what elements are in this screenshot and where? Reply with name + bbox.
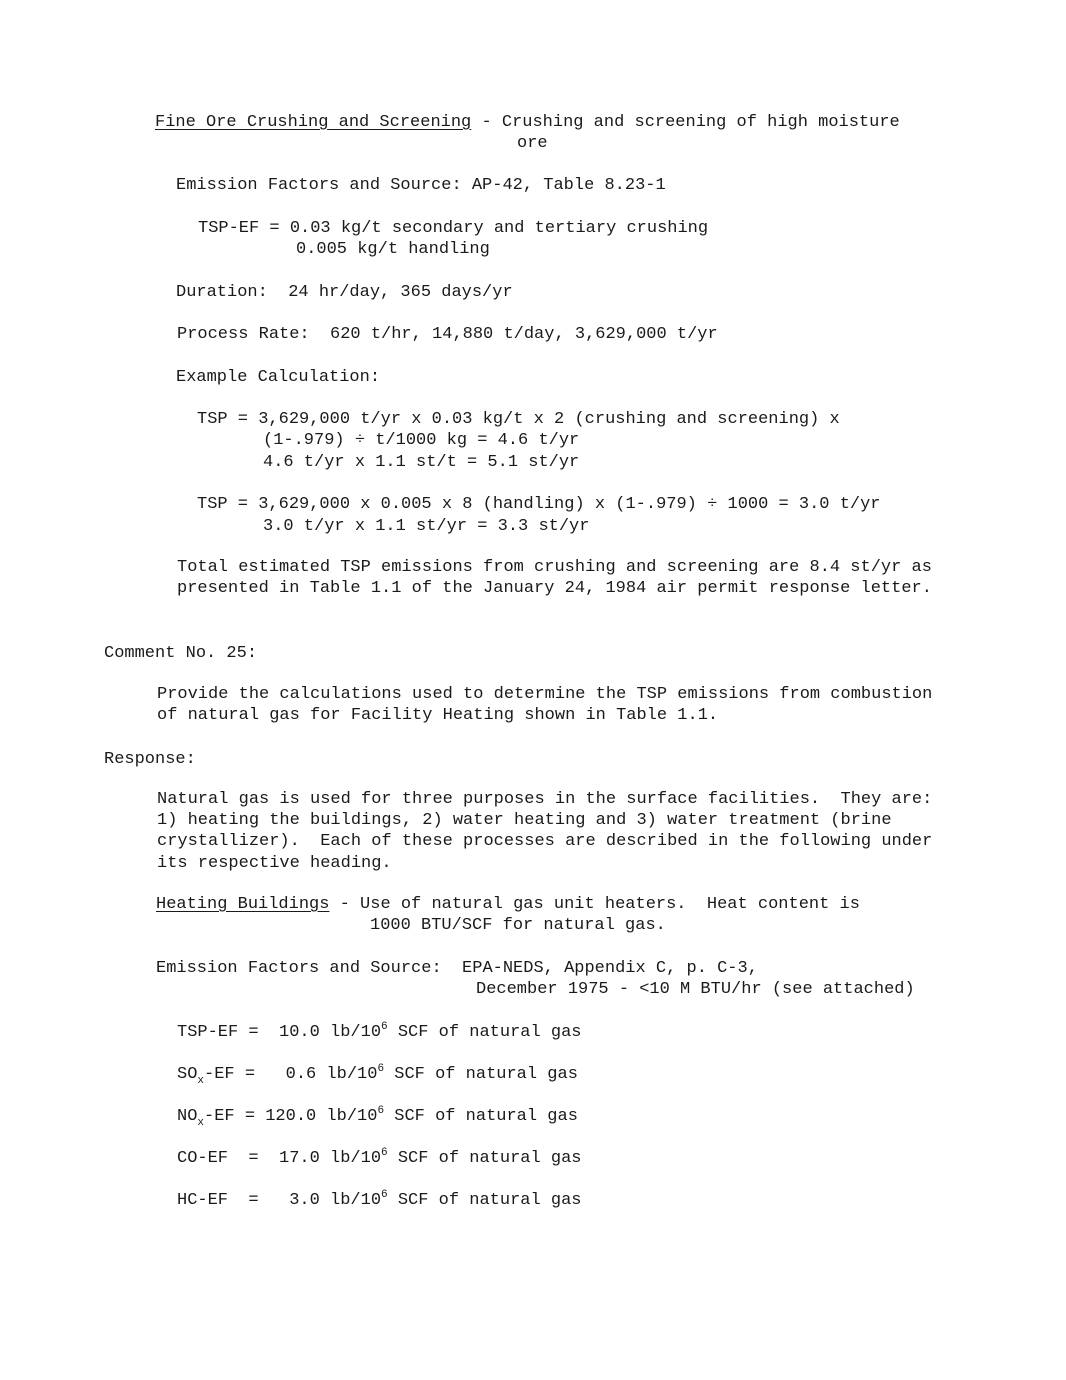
ef-row-tsp-post: SCF of natural gas: [387, 1023, 582, 1042]
ef-row-sox-post: SCF of natural gas: [384, 1065, 578, 1084]
fine-ore-heading-desc: - Crushing and screening of high moisture: [471, 113, 900, 132]
fine-ore-heading: Fine Ore Crushing and Screening: [155, 113, 472, 132]
ef-row-nox-subscript: x: [197, 1117, 205, 1129]
heating-heading: Heating Buildings: [156, 895, 330, 914]
heating-ef-source-cont: December 1975 - <10 M BTU/hr (see attached): [476, 980, 915, 999]
ef-row-tsp-exponent: 6: [381, 1021, 388, 1033]
calc1-line3: 4.6 t/yr x 1.1 st/t = 5.1 st/yr: [263, 453, 580, 472]
ef-row-tsp: [177, 1022, 582, 1043]
ef-row-hc-exponent: 6: [381, 1189, 388, 1201]
calc2-line2: 3.0 t/yr x 1.1 st/yr = 3.3 st/yr: [263, 517, 590, 536]
fine-ore-heading-line: [155, 112, 900, 133]
ef-row-hc: [177, 1190, 582, 1211]
heating-desc-cont: 1000 BTU/SCF for natural gas.: [370, 916, 666, 935]
response-p-line1: Natural gas is used for three purposes in the surface facilities. They are:: [157, 790, 933, 809]
heating-ef-source: Emission Factors and Source: EPA-NEDS, Appendix C, p. C-3,: [156, 959, 758, 978]
fine-ore-ef-source: Emission Factors and Source: AP-42, Table 8.23-1: [176, 176, 666, 195]
comment-text-line1: Provide the calculations used to determine the TSP emissions from combustion: [157, 685, 933, 704]
ef-row-nox-exponent: 6: [377, 1105, 385, 1117]
ef-row-co-exponent: 6: [381, 1147, 388, 1159]
response-p-line4: its respective heading.: [157, 854, 392, 873]
ef-row-sox-pre: -EF = 0.6 lb/10: [204, 1065, 378, 1084]
ef-row-nox: [177, 1106, 578, 1127]
heating-desc: - Use of natural gas unit heaters. Heat content is: [329, 895, 860, 914]
ef-row-sox-subscript: x: [197, 1075, 205, 1087]
fine-ore-heading-desc-cont: ore: [517, 134, 548, 153]
total-line1: Total estimated TSP emissions from crushing and screening are 8.4 st/yr as: [177, 558, 932, 577]
ef-row-co-pre: CO-EF = 17.0 lb/10: [177, 1149, 382, 1168]
response-p-line3: crystallizer). Each of these processes are described in the following under: [157, 832, 933, 851]
ef-row-sox-exponent: 6: [377, 1063, 385, 1075]
fine-ore-tsp-ef: TSP-EF = 0.03 kg/t secondary and tertiary crushing: [198, 219, 709, 238]
fine-ore-tsp-ef-handling: 0.005 kg/t handling: [296, 240, 490, 259]
calc1-line1: TSP = 3,629,000 t/yr x 0.03 kg/t x 2 (crushing and screening) x: [197, 410, 840, 429]
example-calculation-label: Example Calculation:: [176, 368, 381, 387]
fine-ore-process-rate: Process Rate: 620 t/hr, 14,880 t/day, 3,629,000 t/yr: [177, 325, 718, 344]
response-p-line2: 1) heating the buildings, 2) water heating and 3) water treatment (brine: [157, 811, 892, 830]
total-line2: presented in Table 1.1 of the January 24, 1984 air permit response letter.: [177, 579, 932, 598]
ef-row-hc-pre: HC-EF = 3.0 lb/10: [177, 1191, 382, 1210]
ef-row-co: [177, 1148, 582, 1169]
ef-row-hc-post: SCF of natural gas: [387, 1191, 582, 1210]
ef-row-sox-label: SO: [177, 1065, 198, 1084]
ef-row-nox-post: SCF of natural gas: [384, 1107, 578, 1126]
ef-row-tsp-pre: TSP-EF = 10.0 lb/10: [177, 1023, 382, 1042]
ef-row-nox-pre: -EF = 120.0 lb/10: [204, 1107, 378, 1126]
heating-heading-line: [156, 894, 860, 915]
comment-label: Comment No. 25:: [104, 644, 258, 663]
response-label: Response:: [104, 750, 196, 769]
comment-text-line2: of natural gas for Facility Heating shown in Table 1.1.: [157, 706, 719, 725]
ef-row-sox: [177, 1064, 578, 1085]
ef-row-co-post: SCF of natural gas: [387, 1149, 582, 1168]
ef-row-nox-label: NO: [177, 1107, 198, 1126]
fine-ore-duration: Duration: 24 hr/day, 365 days/yr: [176, 283, 513, 302]
calc2-line1: TSP = 3,629,000 x 0.005 x 8 (handling) x (1-.979) ÷ 1000 = 3.0 t/yr: [197, 495, 881, 514]
calc1-line2: (1-.979) ÷ t/1000 kg = 4.6 t/yr: [263, 431, 580, 450]
